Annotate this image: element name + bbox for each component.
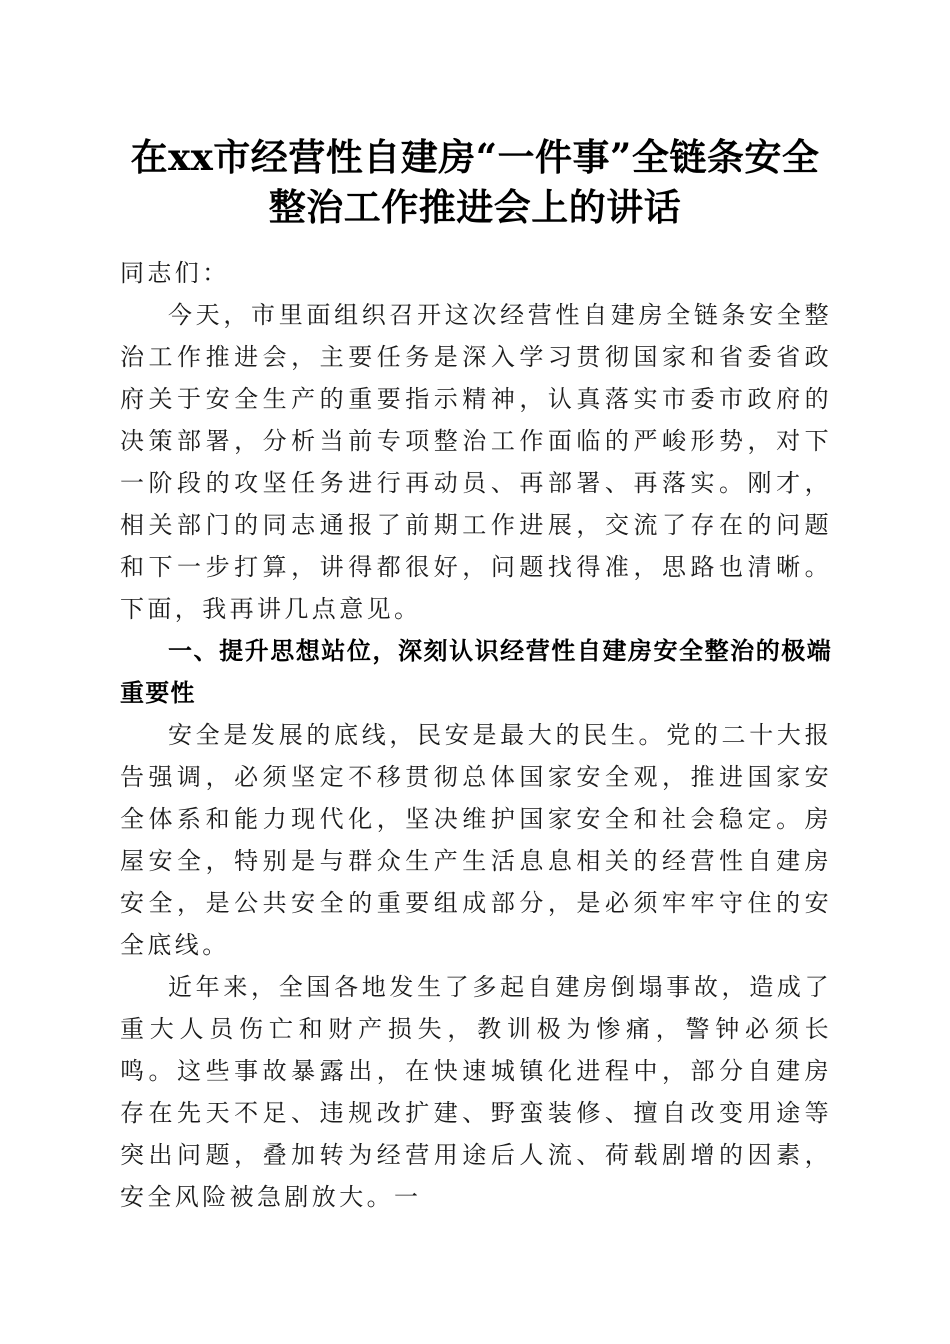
document-body — [120, 252, 832, 1218]
paragraph-accidents: 近年来，全国各地发生了多起自建房倒塌事故，造成了重大人员伤亡和财产损失，教训极为惨痛，警钟必须长鸣。这些事故暴露出，在快速城镇化进程中，部分自建房存在先天不足、违规改扩建、野蛮装修、擅自改变用途等突出问题，叠加转为经营用途后人流、荷载剧增的因素，安全风险被急剧放大。一 — [120, 973, 832, 1211]
paragraph-safety: 安全是发展的底线，民安是最大的民生。党的二十大报告强调，必须坚定不移贯彻总体国家安全观，推进国家安全体系和能力现代化，坚决维护国家安全和社会稳定。房屋安全，特别是与群众生产生活息息相关的经营性自建房安全，是公共安全的重要组成部分，是必须牢牢守住的安全底线。 — [120, 721, 832, 959]
salutation: 同志们： — [120, 259, 230, 287]
title-line-1: 在xx市经营性自建房“一件事”全链条安全 — [130, 135, 820, 179]
paragraph-intro: 今天，市里面组织召开这次经营性自建房全链条安全整治工作推进会，主要任务是深入学习贯彻国家和省委省政府关于安全生产的重要指示精神，认真落实市委市政府的决策部署，分析当前专项整治工作面临的严峻形势，对下一阶段的攻坚任务进行再动员、再部署、再落实。刚才，相关部门的同志通报了前期工作进展，交流了存在的问题和下一步打算，讲得都很好，问题找得准，思路也清晰。下面，我再讲几点意见。 — [120, 301, 832, 623]
section-heading-1: 一、提升思想站位，深刻认识经营性自建房安全整治的极端重要性 — [120, 637, 832, 707]
document-title — [100, 132, 850, 232]
title-line-2: 整治工作推进会上的讲话 — [268, 185, 682, 229]
